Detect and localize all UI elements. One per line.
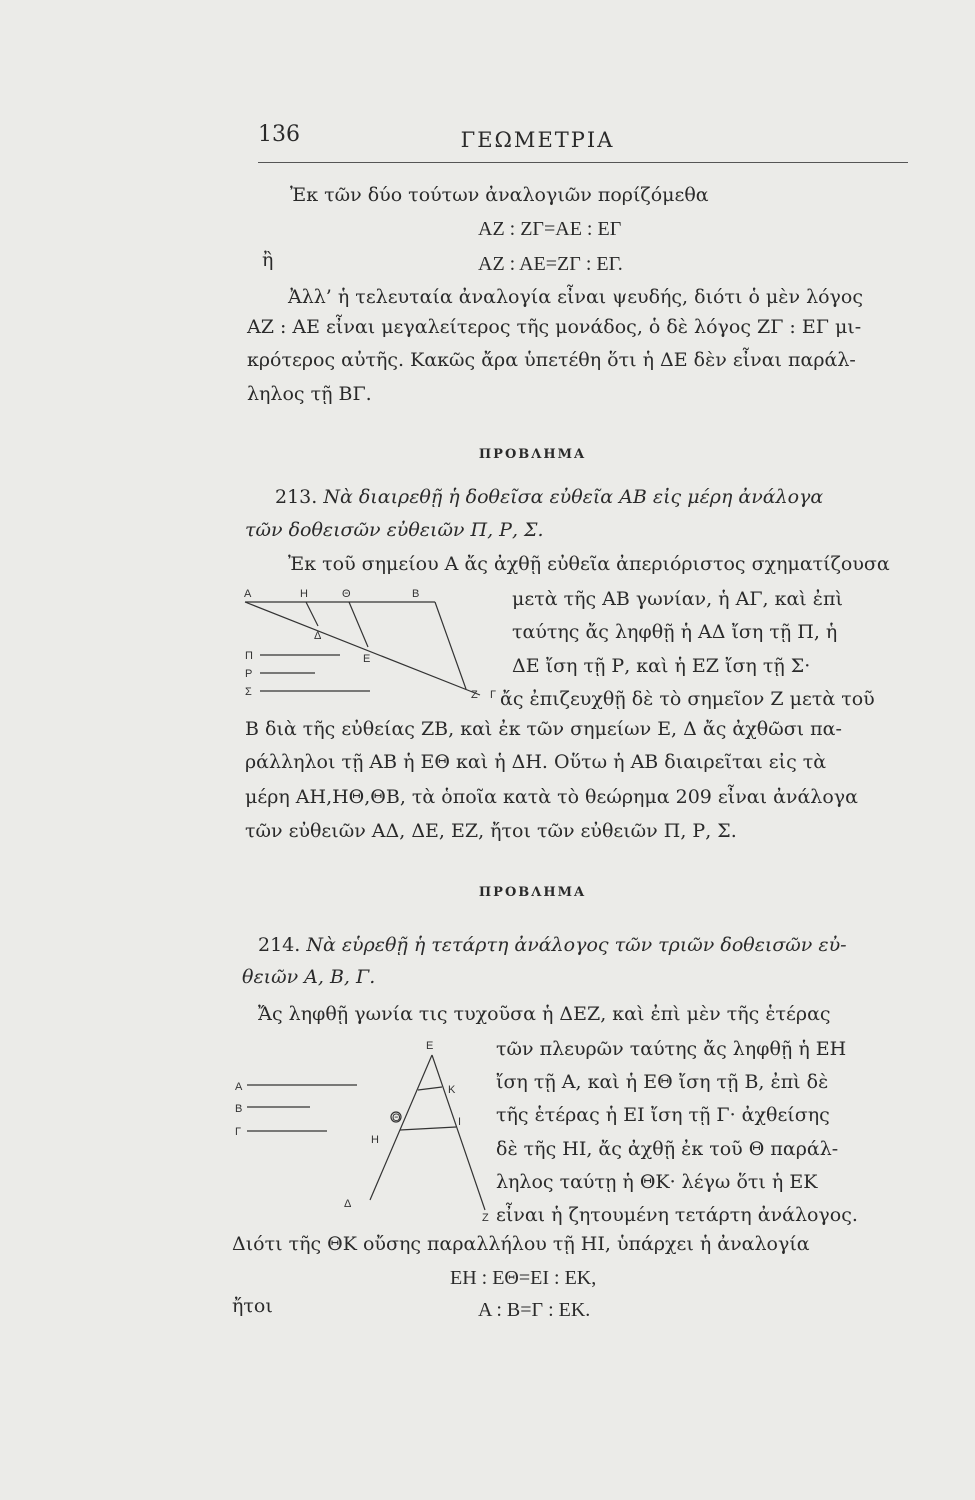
equation: ΕΗ : ΕΘ=ΕΙ : ΕΚ, [450, 1267, 597, 1289]
segment-ED [370, 1055, 432, 1200]
problem-statement: τῶν δοθεισῶν εὐθειῶν Π, Ρ, Σ. [245, 519, 544, 541]
label-Delta: Δ [344, 1198, 352, 1210]
text-line: κρότερος αὐτῆς. Κακῶς ἄρα ὑπετέθη ὅτι ἡ ΔΕ δὲν εἶναι παράλ- [247, 349, 856, 371]
text-line: ΔΕ ἴση τῇ Ρ, καὶ ἡ ΕΖ ἴση τῇ Σ· [512, 655, 811, 677]
text-line: μετὰ τῆς ΑΒ γωνίαν, ἡ ΑΓ, καὶ ἐπὶ [512, 588, 843, 610]
text-line: ληλος τῇ ΒΓ. [247, 383, 372, 405]
text-line: Διότι τῆς ΘΚ οὔσης παραλλήλου τῇ ΗΙ, ὑπάρχει ἡ ἀναλογία [232, 1233, 810, 1255]
label-B: Β [235, 1103, 243, 1115]
label-G: Γ [235, 1126, 242, 1138]
label-A: Α [235, 1081, 243, 1093]
segment-DH [306, 602, 318, 626]
problem-number: 214. [258, 934, 301, 956]
text-line: τῆς ἑτέρας ἡ ΕΙ ἴση τῇ Γ· ἀχθείσης [496, 1104, 830, 1126]
label-S: Σ [245, 686, 252, 698]
text-line: ληλος ταύτῃ ἡ ΘΚ· λέγω ὅτι ἡ ΕΚ [496, 1171, 818, 1193]
label-Theta: Θ [342, 588, 351, 600]
text-line: ἄς ἐπιζευχθῇ δὲ τὸ σημεῖον Ζ μετὰ τοῦ [500, 688, 875, 710]
label-Delta: Δ [314, 630, 322, 642]
label-E: Ε [426, 1040, 434, 1052]
segment-ThetaK [418, 1087, 442, 1090]
text-line: Ἄς ληφθῇ γωνία τις τυχοῦσα ἡ ΔΕΖ, καὶ ἐπὶ μὲν τῆς ἑτέρας [258, 1003, 831, 1025]
segment-AG [245, 602, 480, 695]
label-Z: Ζ [471, 689, 478, 701]
label-Z: Ζ [482, 1212, 489, 1224]
label-H: Η [371, 1134, 379, 1146]
problem-number: 213. [275, 486, 318, 508]
equation: ΑΖ : ΑΕ=ΖΓ : ΕΓ. [478, 253, 623, 275]
label-H: Η [300, 588, 308, 600]
label-Theta: Θ [392, 1112, 401, 1124]
label-I: Ι [458, 1116, 462, 1128]
problem-heading: ΠΡΟΒΛΗΜΑ [478, 447, 587, 462]
segment-EZ [432, 1055, 485, 1210]
text-line: δὲ τῆς ΗΙ, ἄς ἀχθῇ ἐκ τοῦ Θ παράλ- [496, 1138, 839, 1160]
problem-statement: θειῶν Α, Β, Γ. [242, 966, 376, 988]
or-word: ἢ [262, 249, 274, 271]
text-line: εἶναι ἡ ζητουμένη τετάρτη ἀνάλογος. [496, 1204, 858, 1226]
segment-ETheta [349, 602, 368, 647]
text-line: Ἀλλ’ ἡ τελευταία ἀναλογία εἶναι ψευδής, διότι ὁ μὲν λόγος [288, 286, 863, 308]
segment-BZ [435, 602, 466, 689]
text-line: τῶν πλευρῶν ταύτης ἄς ληφθῇ ἡ ΕΗ [496, 1038, 847, 1060]
text-line: ΑΖ : ΑΕ εἶναι μεγαλείτερος τῆς μονάδος, ὁ δὲ λόγος ΖΓ : ΕΓ μι- [247, 316, 862, 338]
problem-statement [258, 936, 847, 955]
figure-213 [240, 585, 500, 705]
figure-214 [230, 1035, 500, 1225]
label-R: Ρ [245, 668, 253, 680]
label-K: Κ [448, 1084, 456, 1096]
label-P: Π [245, 650, 253, 662]
equation: Α : Β=Γ : ΕΚ. [478, 1299, 591, 1321]
label-A: Α [244, 588, 252, 600]
text-line: ράλληλοι τῇ ΑΒ ἡ ΕΘ καὶ ἡ ΔΗ. Οὕτω ἡ ΑΒ διαιρεῖται εἰς τὰ [245, 751, 827, 773]
statement-text: Νὰ εὑρεθῇ ἡ τετάρτη ἀνάλογος τῶν τριῶν δοθεισῶν εὐ- [306, 934, 847, 956]
label-B: Β [412, 588, 420, 600]
text-line: ταύτης ἄς ληφθῇ ἡ ΑΔ ἴση τῇ Π, ἡ [512, 621, 838, 643]
running-title: ΓΕΩΜΕΤΡΙΑ [460, 128, 615, 152]
htoi-word: ἤτοι [232, 1295, 273, 1317]
statement-text: Νὰ διαιρεθῇ ἡ δοθεῖσα εὐθεῖα ΑΒ εἰς μέρη ἀνάλογα [323, 486, 824, 508]
problem-heading: ΠΡΟΒΛΗΜΑ [478, 885, 587, 900]
equation: ΑΖ : ΖΓ=ΑΕ : ΕΓ [478, 218, 622, 240]
text-line: ἴση τῇ Α, καὶ ἡ ΕΘ ἴση τῇ Β, ἐπὶ δὲ [496, 1071, 829, 1093]
text-line: τῶν εὐθειῶν ΑΔ, ΔΕ, ΕΖ, ἤτοι τῶν εὐθειῶν Π, Ρ, Σ. [245, 820, 737, 842]
header-rule [258, 162, 908, 163]
text-line: μέρη ΑΗ,ΗΘ,ΘΒ, τὰ ὁποῖα κατὰ τὸ θεώρημα 209 εἶναι ἀνάλογα [245, 786, 858, 808]
label-Gamma: Γ [490, 689, 497, 701]
label-E: Ε [363, 653, 371, 665]
text-line: Ἐκ τοῦ σημείου Α ἄς ἀχθῇ εὐθεῖα ἀπεριόριστος σχηματίζουσα [288, 553, 890, 575]
intro-line: Ἐκ τῶν δύο τούτων ἀναλογιῶν πορίζόμεθα [290, 184, 709, 206]
page-number: 136 [258, 122, 300, 147]
segment-HI [400, 1127, 456, 1130]
problem-statement [275, 488, 823, 507]
text-line: Β διὰ τῆς εὐθείας ΖΒ, καὶ ἐκ τῶν σημείων Ε, Δ ἄς ἀχθῶσι πα- [245, 718, 842, 740]
